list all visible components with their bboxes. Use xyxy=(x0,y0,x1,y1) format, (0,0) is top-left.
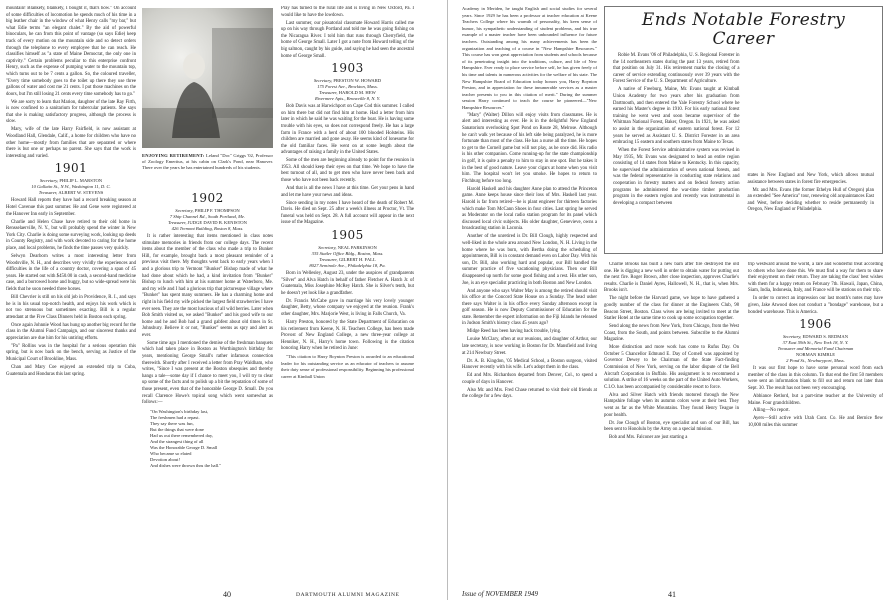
continued-notes xyxy=(6,6,136,160)
treasurer-label: Treasurer, xyxy=(319,257,338,262)
page-number: 40 xyxy=(223,590,231,599)
paragraph: Born in Wellesley, August 23, under the auspices of grandparents "Silver" and Alva Hatch in behalf of father Fletcher A. Hatch Jr. of Guatemala, Miss Josephine McRey Hatch. She is Silver's tenth, but he doesn't yet look like a grandfather. xyxy=(281,271,414,296)
treasurer-label: Treasurer, xyxy=(38,190,58,196)
paragraph: Also Mr. and Mrs. Fred Chase returned to visit their old friends at the college for a few days. xyxy=(462,387,597,400)
treasurer-label: Treasurer and Memorial Fund Chairman xyxy=(777,346,854,352)
class-officers xyxy=(6,178,136,196)
paragraph: In order to correct an impression our last month's notes may have given, Jake Atwood does not conduct a "bondage" warehouse, but a bonded warehouse. This is America. xyxy=(748,296,883,315)
verse-line: Devotion about! xyxy=(150,456,180,462)
paragraph: Louise McClary, often at our reunions, and daughter of Arthur, our late secretary, is now working in Boston for Dr. Mansfield and living at 214 Newbury Street. xyxy=(462,337,597,356)
secretary-label: Secretary, xyxy=(313,78,333,84)
paragraph: Charlie Brooks has built a new barn after fire destroyed the old one. He is digging a new well in order to obtain water for putting out the next fire. Roger Brown, after close inspection, approves Charlie's results. Charlie is Daniel Ayres, Hallowell, N. H., that is, when Mrs. Brooks isn't. xyxy=(604,262,739,294)
photo-figure xyxy=(142,8,273,148)
right-page xyxy=(448,0,896,600)
verse-line: "On Washington's birthday last, xyxy=(150,408,209,414)
paragraph: And anyone who says Walter May is among the retired should visit his office at the Concord State House on a Sunday. The head usher there says Walter is in his office every Sunday afternoon except in golf season. He is now Deputy Commissioner of Education for the state. Remember the expert information on the Fiji Islands he released in Judson Smith's history class 45 years ago? xyxy=(462,288,597,327)
verse-line: Was the Honorable George D. Small xyxy=(150,444,218,450)
right-column-1 xyxy=(462,6,597,574)
treasurer-name: GILBERT H. FALL xyxy=(338,257,376,262)
paragraph: Harold Haskell and his daughter Anne plan to attend the Princeton game. Anne keeps house since their loss of Mrs. Haskell last year. Harold is far from retired—he is plant engineer for thirteen factories which make Tom McCann Shoes in four cities. Last spring he served as Moderator on the local radio station program for its panel which discussed local civic subjects. His older daughter, Genevieve, owns a broadcasting station in Laconia. xyxy=(462,186,597,232)
paragraph: Once again Johnnie Wood has hung up another big record for the class in the Alumni Fund Campaign, and our sincerest thanks and appreciation are due him for his untiring efforts. xyxy=(6,322,136,341)
treasurer-name: NORMAN KIMBLE xyxy=(795,352,836,358)
verse-line: The freshmen had a repast. xyxy=(150,414,200,420)
treasurer-address: 8027 Seminole Ave., Philadelphia 18, Pa. xyxy=(309,263,386,268)
photo-image xyxy=(142,8,273,148)
caption-lead: ENJOYING RETIREMENT: xyxy=(142,153,205,158)
feature-title: Ends Notable Forestry Career xyxy=(641,10,846,49)
paragraph: Alling—No report. xyxy=(753,408,790,414)
verse-line: But the things that were done xyxy=(150,426,204,432)
class-year-heading: 1903 xyxy=(331,61,364,76)
treasurer-name: JUDGE DAVID B. KENISTON xyxy=(187,220,247,225)
treasurer-label: Treasurer, xyxy=(319,90,338,96)
paragraph: Alva and Silver Hatch with friends motored through the New Hampshire foliage when its autumn colors were at their best. They went as far as the White Mountains. They found Henry Teague in poor health. xyxy=(604,392,739,418)
paragraph: Selwyn Dearborn writes a most interesting letter from Woodsville, N. H., and describes very vividly the experiences and difficulties in the life of a country doctor, covering a span of 45 years. He started out with $450.00 in cash, a second-hand medicine case, and a borrowed horse and buggy, but so wide-spread were his fields that he soon needed three horses. xyxy=(6,253,136,292)
secretary-name: EDWARD S. REDMAN xyxy=(802,334,849,340)
class-officers xyxy=(281,245,414,269)
secretary-name: PRESTON W. HOWARD xyxy=(333,78,382,84)
paragraph: Bill Chevrier is still on his old job in Providence, R. I., and says he is in his usual top-notch health, and enjoys his work which is not too strenuous but sometimes exacting. Bill is a regular attendant at the Five Class Dinners held in Boston each spring. xyxy=(6,294,136,320)
paragraph: We are sorry to learn that Marion, daughter of the late Ray Firth, is now confined to a sanitarium for tubercular patients. She says that she is making satisfactory progress, although the process is slow. xyxy=(6,99,136,125)
paragraph: It was our first hope to have some personal word from each member of the class in this column. To that end the first 50 members were sent an information blank to fill out and return not later than Sept. 30. The result has not been very encouraging. xyxy=(748,366,883,391)
secretary-address: 37 East 59th St., New York 18, N. Y. xyxy=(782,340,849,346)
secretary-label: Secretary, xyxy=(318,245,337,250)
left-column-1 xyxy=(6,6,136,574)
paragraph: states in New England and New York, which allows mutual assistance between states in forest fire emergencies. xyxy=(747,173,874,185)
left-column-3 xyxy=(281,6,414,574)
class-officers xyxy=(748,334,883,364)
class-officers xyxy=(142,208,273,232)
issue-date: Issue of NOVEMBER 1949 xyxy=(462,590,539,598)
paragraph: Bob and Mrs. Falconer are just starting a xyxy=(609,435,688,441)
paragraph: And that is all the news I have at this time. Get your pens in hand and let me have your news and ideas. xyxy=(281,186,414,198)
paragraph: Harry Preston, honored by the State Department of Education on his retirement from Keene, N. H. Teachers College, has been made Provost of New England College, a new three-year college at Henniker, N. H., Harry's home town. Following is the citation honoring Harry when he retired in June: xyxy=(281,319,414,352)
photo-caption xyxy=(142,153,273,185)
page-number: 41 xyxy=(668,590,676,599)
treasurer-address: Rivermere Apts., Bronxville 8, N. Y. xyxy=(315,96,380,102)
caption-text: Leland "Doc" Griggs '02, Professor of Zoology Emeritus, at his cabin on Clark's Pond, near Hanover. There over the years he has entertained hundreds of his students. xyxy=(142,153,273,170)
paragraph: Some time ago I mentioned the demise of the freshman banquets which had taken place in Boston as Worthington's birthday for years, mentioning George Small's rather infamous connection therewith. Shortly after I received a letter from Pray Waldham, who writes, "Since I was present at the Boston obsequies and thereby hangs a tale—some day if I chance to meet you, I will try to clear up some of the facts and to polish up a bit the reputation of some of those present, even that of the honorable George D. Small. Do you recall Clarence Howe's topical song which went somewhat as follows:— xyxy=(142,340,273,406)
paragraph: Pray has turned to the rural life and is living in New Oxford, Pa. I would like to have the lowdown. xyxy=(281,6,414,18)
paragraph: Last summer, our pissatorial classmate Howard Harris called me up on his way through Portland and told me he was going fishing on the Nicaragua River. I told him that runs through Cherryfield, the home of George Small. Later I got a note from Howard telling of the big salmon, caught by his guide, and saying he had seen the ancestral home of George Small. xyxy=(281,20,414,59)
secretary-address: 335 Statler Office Bldg., Boston, Mass. xyxy=(311,251,384,256)
paragraph: mountain! Blankety, blankety, I bought it, that's how." On account of some difficulties of locomotion he spends much of his time in a big leather chair in the window of what Henry calls "my bar," but what Edie terms "an elegant chalet." By the aid of powerful binoculars, he can from this point of vantage (so says Edie) keep track of every motion on the mountain side and so detect orders through the telephone to every employee that he can reach. He classifies himself as "a state of Maine Democrat, the only one in captivity." Certain problems peculiar to this enterprise confront Henry, such as the expense of pumping water to the mountain top, which turns out to be 7 cents a gallon. So, the coloured traveller, "Every time somebody goes to the toilet up there they use three gallons of water and cost me 21 cents. I put those machines on the doors, but I'm still losing 21 cents every time somebody has to go." xyxy=(6,6,136,97)
paragraph: Dr. Francis McCabe gave in marriage his very lovely younger daughter, Betty, whose company we enjoyed at the reunion. Frank's other daughter, Mrs. Marjorie West, is living in Falls Church, Va. xyxy=(281,298,414,317)
paragraph: Mary, wife of the late Harry Fairfield, is now assistant at Woodland Hall, Glendale, Calif., a home for children who have no other home—mostly from families that are separated or where there is but one or perhaps no parent. She says that the work is interesting and varied. xyxy=(6,127,136,159)
paragraph: The night before the Harvard game, we hope to have gathered a goodly number of the class for dinner at the Engineers Club, 98 Beacon Street, Boston. Class wives are being invited to meet at the Statler Hotel at the same time to cook up some occupation together. xyxy=(604,296,739,322)
verse-line: And dishes were thrown thru the hall." xyxy=(150,462,222,468)
paragraph: Another of the unretired is Dr. Bill Clough, highly respected and well-liked in the whole area around New London, N. H. Living in the home where he was born, with Bertha doing the scheduling of appointments, Bill is in constant demand even on Labor Day. With his son, Dr. Bill, also working hard and popular, our Bill handled the summer practice of five vacationing physicians. Then our Bill disappeared up north for some good fishing and a rest. His other son, Joe, is an eye specialist practicing in both Boston and New London. xyxy=(462,234,597,286)
class-officers xyxy=(281,78,414,102)
right-column-2 xyxy=(604,262,739,574)
paragraph: Robie M. Evans '06 of Philadelphia, U. S. Regional Forester in the 14 northeastern states during the past 13 years, retired from that position on July 31. His retirement marks the closing of a career of service extending continuously over 39 years with the Forest Service of the U. S. Department of Agriculture. xyxy=(613,53,740,85)
paragraph: Dr. Joe Clough of Boston, eye specialist and son of our Bill, has been sent to Honolulu by the Army on a special mission. xyxy=(604,420,739,433)
feature-forestry xyxy=(604,6,883,254)
secretary-address: 10 Gallatin St., N.W., Washington 11, D. C. xyxy=(31,184,111,190)
feature-column-1 xyxy=(613,53,740,215)
paragraph: Academy in Meriden, he taught English and social studies for several years. Since 1929 he has been a professor at teacher education at Keene Teachers College where his warmth of personality, his keen sense of humor, his sympathetic understanding of student problems, and his true example of a master teacher have been unbounded influence for future teachers. Outstanding among his many achievements has been the organization and teaching of a course in "New Hampshire Resources." This course has won great appreciation from students and schools because of its penetrating insight into the traditions, culture, and life of New Hampshire. Ever ready to place service before self, he has given freely of his time and talents in numerous activities for the welfare of his state. The New Hampshire Board of Education today honors you, Harry Boynton Preston, and in appreciation for these innumerable services as a master teacher presents to you in this citation of merit." During the summer session Harry continued to teach the course he pioneered—"New Hampshire Resources." xyxy=(462,6,597,110)
paragraph: Abbiance Retlord, but a part-time teacher at the University of Maine. Four grandchildren. xyxy=(748,393,883,406)
secretary-label: Secretary, xyxy=(39,178,59,184)
feature-column-2 xyxy=(748,53,875,215)
treasurer-label: Treasurer, xyxy=(168,220,187,225)
class-year-heading: 1906 xyxy=(799,317,832,332)
paragraph: Send along the news from New York, from Chicago, from the West Coast, from the South, and points between. Subscribe to the Alumni Magazine. xyxy=(604,324,739,343)
paragraph: "Pa" Rollins was in the hospital for a serious operation this spring, but is now back on the bench, serving as Justice of the Municipal Court of Brookline, Mass. xyxy=(6,343,136,363)
paragraph: When the Forest Service administrative system was revised in May 1935, Mr. Evans was designated to head an entire region consisting of 14 states from Maine to Kentucky. In this capacity, he supervised the administration of seven national forests, and was the federal representative in conducting state relations and cooperation in forestry matters and on federal forestry action programs he administered the war-time timber production program in the eastern region and recently was instrumental in developing a compact between xyxy=(613,148,740,206)
paragraph: Bob Davis was at Harwichport on Cape Cod this summer. I called on him there but did not find him at home. Had a letter from him later in which he said he was waiting for the boat. He is having some trouble with his eyes, so does not correspond freely. He has a large farm in France with a herd of about 100 blooded Holsteins. His children are married and gone away. He seems kind of lonesome for the old familiar faces. He went on at some length about the advantages of raising a family in the United States. xyxy=(281,104,414,156)
secretary-name: PHILIP F. THOMPSON xyxy=(194,208,240,213)
class-year-heading: 1901 xyxy=(54,161,88,176)
class-year-heading: 1905 xyxy=(331,228,364,242)
paragraph: Charlie and Helen Chase have retired to their old home in Rensselaerville, N. Y., but will probably spend the winter in New York City. Charlie is doing some surveying work, looking up deeds in County Registry, and with work devoted to caring for the home place, and local problems, he finds the time passes very quickly. xyxy=(6,219,136,251)
secretary-name: NEAL PARKINSON xyxy=(337,245,377,250)
treasurer-address: 426 Tremont Building, Boston 8, Mass. xyxy=(171,226,244,231)
secretary-label: Secretary, xyxy=(782,334,802,340)
secretary-label: Secretary, xyxy=(175,208,194,213)
paragraph: Ed and Mrs. Richardson departed from Denver, Col., to spend a couple of days in Hanover. xyxy=(462,373,597,385)
treasurer-address: 2 Pond St., Newburyport, Mass. xyxy=(786,358,845,364)
secretary-address: 175 Forest Ave., Brockton, Mass. xyxy=(317,84,378,90)
class-year-heading: 1902 xyxy=(191,191,224,205)
magazine-title: DARTMOUTH ALUMNI MAGAZINE xyxy=(296,592,400,598)
verse-line: Had us out there remembered day, xyxy=(150,432,213,438)
secretary-name: PHILIP L. MARSTON xyxy=(59,178,103,184)
left-column-2 xyxy=(142,190,273,574)
paragraph: Mr. and Mrs. Evans (the former Ethelyn Hull of Oregon) plan an extended "See America" tour, renewing old acquaintances East and West, before deciding whether to reside permanently in Oregon, New England or Philadelphia. xyxy=(747,187,874,213)
paragraph: "Mary" (Walter) Dillon will enjoy visits from classmates. He is alert and interesting as ever. He is in the delightful New England Sanatorium overlooking Spot Pond on Route 28, Melrose. Although he can't walk yet because of his left side being paralyzed, he is more fortunate than most of the class. He has a nurse all the time. He hopes to get to the Cornell game but will not play, as he once did. His radio is his other companion. Come running-up for the state championship in golf, it is quite a penalty to him to stay in one spot. But he takes it in the best of good nature. Leave your cigars at home when you visit him. The hospital won't let you smoke. He hopes to return to Fitchburg before too long. xyxy=(462,112,597,184)
paragraph: Dr. A. B. Kingdon, '05 Medical School, a Boston surgeon, visited Hanover recently with his wife. Let's adopt them in the class. xyxy=(462,358,597,371)
paragraph: Howard Hall reports they have had a record breaking season at Hotel Cavenue this past summer. He and Gene were registered at the Hanover Inn early in September. xyxy=(6,198,136,217)
paragraph: Chan and Mary Coe enjoyed an extended trip to Cuba, Guatemala and Honduras this last spring. xyxy=(6,365,136,377)
paragraph: trip westward around the world, a rare and wonderful treat according to others who have done this. We must find a way for them to share their enjoyment on their return. They are taking the class' best wishes with them for a happy return on February 7th. Hawaii, Japan, China, Siam, India, Indonesia, Italy, and France will be stations on their trip. xyxy=(748,262,883,294)
paragraph: Ayers—Still active with Utah Cont. Co. He and Bernice flew 10,000 miles this summer xyxy=(748,416,883,429)
paragraph: "This citation to Harry Boynton Preston is awarded to an educational leader for his outstanding service as an educator of teachers to assume their duty sense of professional responsibility. Beginning his professional career at Kimball Union xyxy=(281,354,414,380)
paragraph: More distinction and more work has come to Rufus Day. On October 5 Chancellor Edmund E. Day of Cornell was appointed by Governor Dewey to be Chairman of the State Fact-finding Commission of New York, serving on the labor dispute of the Bell Aircraft Corporation in Buffalo. His assignment is to recommend a solution. A strike of 16 weeks on the part of the United Auto Workers, C.I.O. has been accompanied by considerable resort to force. xyxy=(604,345,739,390)
verse-line: They say there was fun, xyxy=(150,420,194,426)
verse-line: Who became so elated xyxy=(150,450,192,456)
paragraph: Midge Reed has been having back trouble, lying. xyxy=(467,329,562,335)
feature-body xyxy=(613,53,874,215)
verse-line: And the strangest thing of all xyxy=(150,438,204,444)
secretary-address: 7 Ship Channel Rd., South Portland, Me. xyxy=(169,214,246,219)
right-column-3 xyxy=(748,262,883,574)
paragraph: Some of the men are beginning already to point for the reunion in 1953. All should keep their eyes on that time. We hope to have the best turnout of all, and to get men who have never been back and those who have not been back recently. xyxy=(281,158,414,184)
paragraph: A native of Freeburg, Maine, Mr. Evans taught at Kimball Union Academy for two years after his graduation from Dartmouth, and then entered the Yale Forestry School where he earned his Master's degree in 1910. For his early national forest training he went west and soon became supervisor of the Whitman National Forest, Baker, Oregon. In 1921, he was asked to assist in the organization of eastern national forest. For 12 years he served as Assistant U. S. District Forester in an area embracing 15 eastern and southern states from Maine to Texas. xyxy=(613,87,740,146)
verse-quote xyxy=(150,409,273,469)
treasurer-name: ALBERT W. STEVENS xyxy=(58,190,104,196)
treasurer-name: HAROLD M. HEW xyxy=(338,90,376,96)
photo-griggs xyxy=(142,8,273,148)
paragraph: Since sending in my notes I have heard of the death of Robert M. Davis. He died on Sept. 25 after a week's illness at Proctor, Vt. The funeral was held on Sept. 28. A full account will appear in the next issue of the Magazine. xyxy=(281,200,414,226)
paragraph: It is rather interesting that items mentioned in class notes stimulate memories in friends from our college days. The recent items about the member of the class who made a trip to Bunker Hill, for example, brought back a most pleasant reminder of a previous visit there. My thoughts went back to early years when I and a glorious trip to Vermont "Bunker" Bishop made of what he had done about which he had, a kind invitation from "Bunker" Bishop to lunch with him at his summer home at Waterboro, Me. and my wife and I had a glorious trip that picturesque village where "Bunker" has spent many summers. He has a charming home and right in his field my wife picked the largest field strawberries I have ever seen. They are the most luscious of all wild berries. Later when Bob Smith visited us, we asked "Bunker" and his good wife to our home and he and Bob had a grand gabfest about old times in St. Johnsbury. Believe it or not, "Bunker" seems as spry and alert as ever. xyxy=(142,234,273,338)
